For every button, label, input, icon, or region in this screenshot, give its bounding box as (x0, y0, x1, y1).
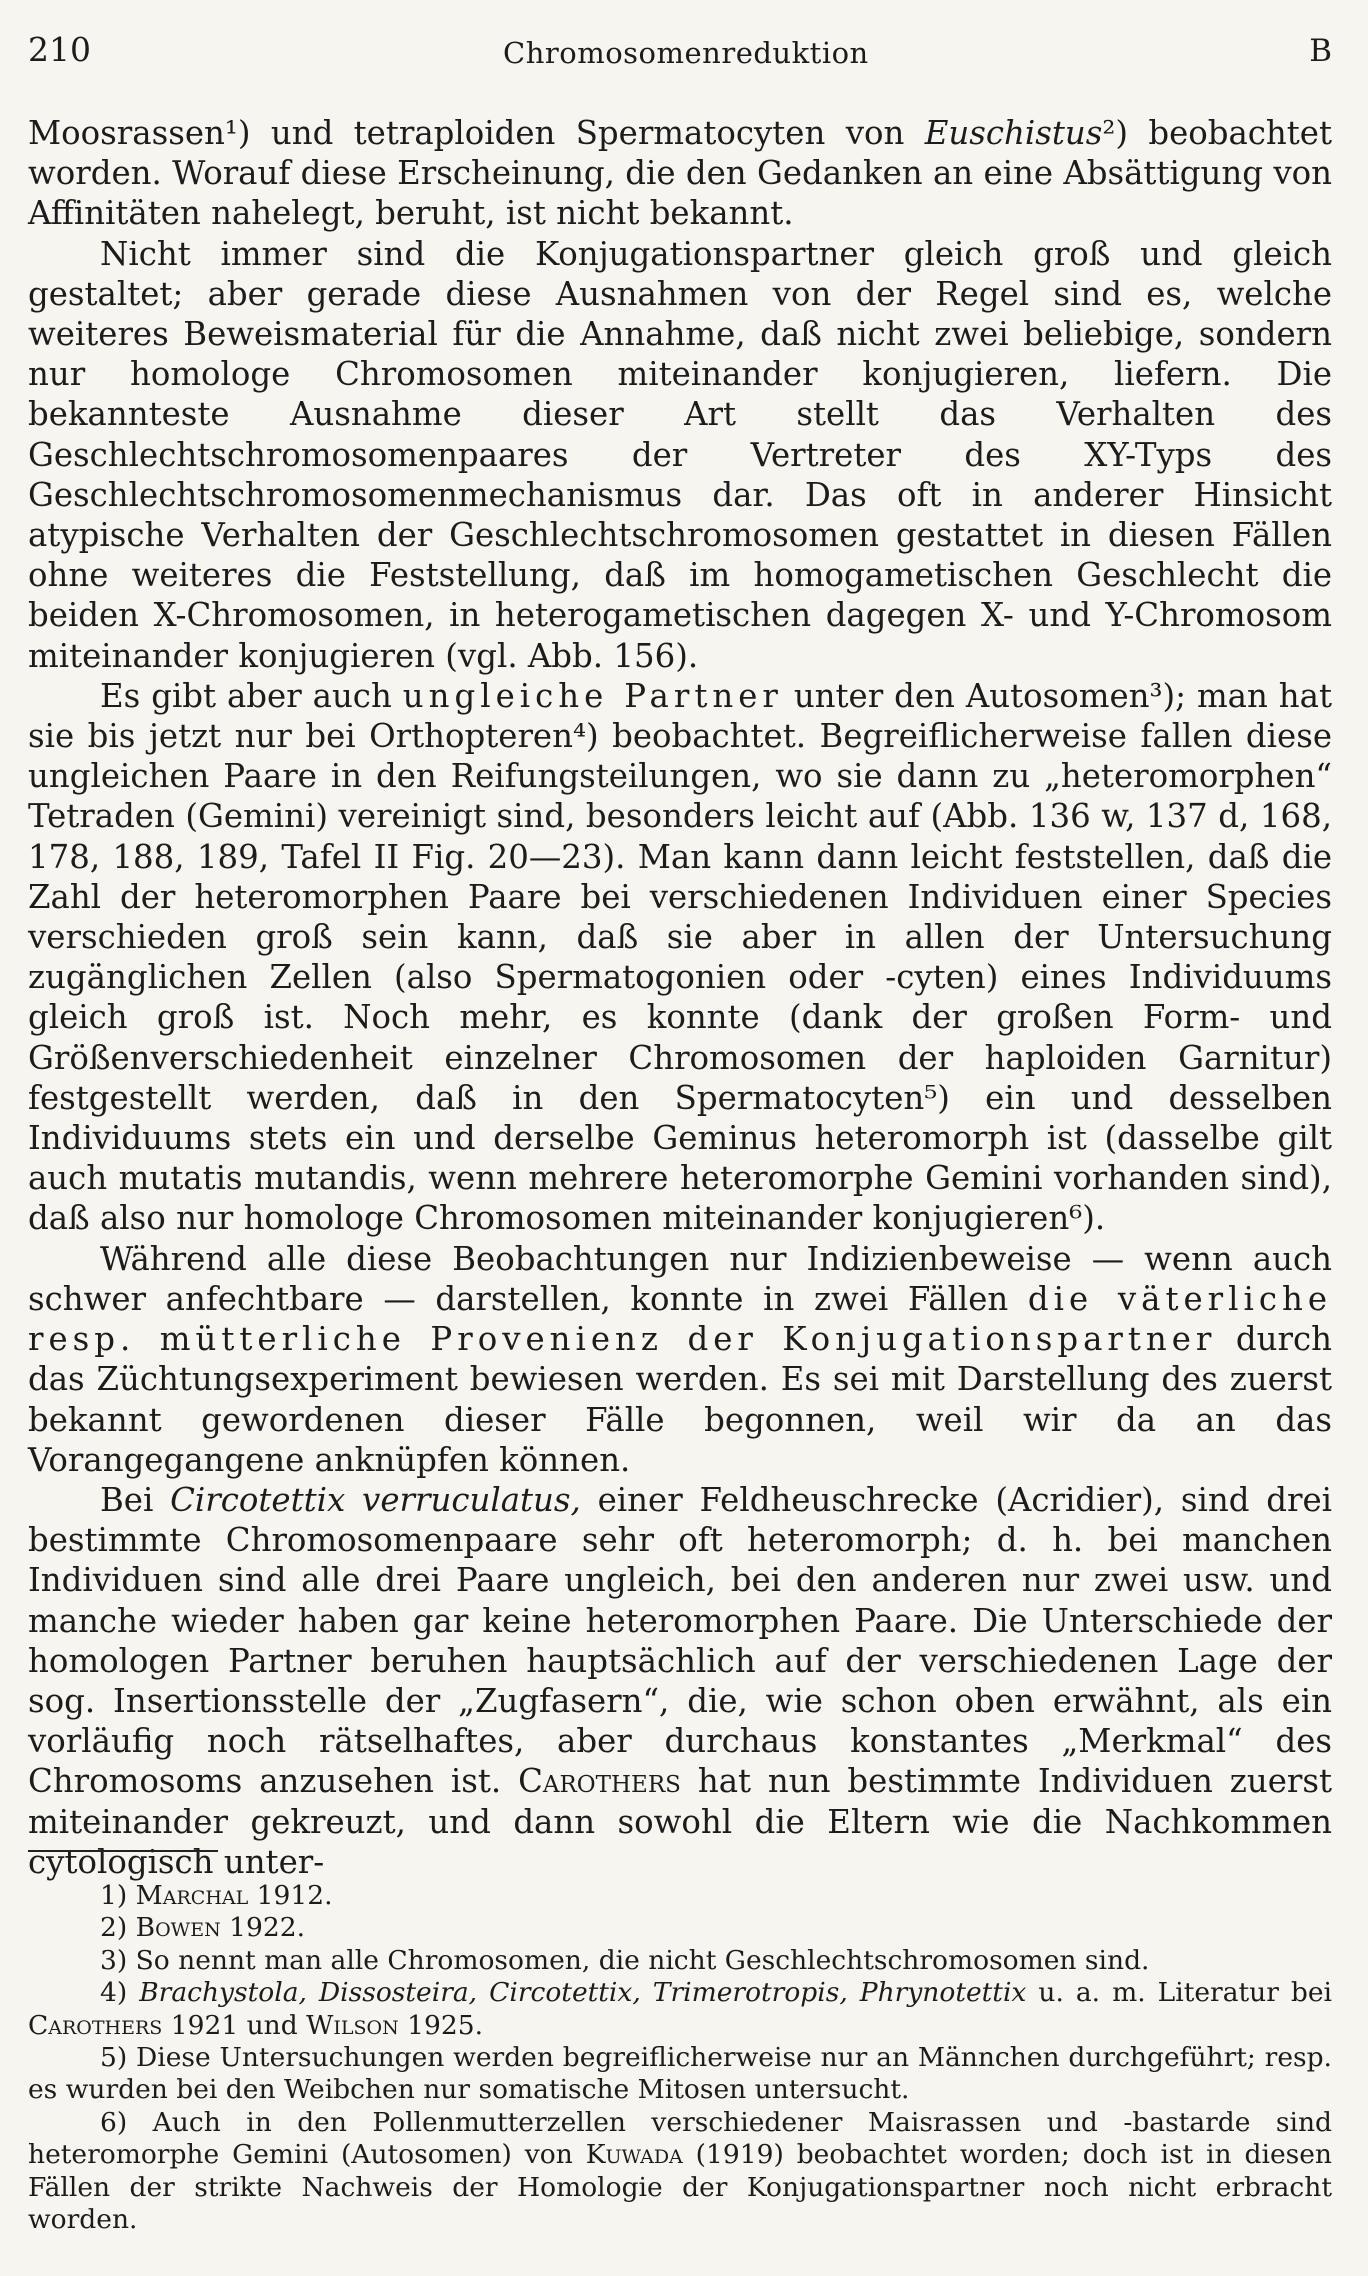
genus-name: Euschistus (924, 114, 1103, 152)
spaced-emphasis: ungleiche Partner (402, 676, 783, 715)
paragraph-5: Bei Circotettix verruculatus, einer Feldheuschrecke (Acridier), sind drei bestimmte Chromosomenpaare sehr oft heteromorph; d. h. bei manchen Individuen sind alle drei Paare ungleich, bei den anderen nur zwei usw. und manche wieder haben gar keine heteromorphen Paare. Die Unterschiede der homologen Partner beruhen hauptsächlich auf der verschiedenen Lage der sog. Insertionsstelle der „Zugfasern“, die, wie schon oben erwähnt, als ein vorläufig noch rätselhaftes, aber durchaus konstantes „Merkmal“ des Chromosoms anzusehen ist. Carothers hat nun bestimmte Individuen zuerst miteinander gekreuzt, und dann sowohl die Eltern wie die Nachkommen cytologisch unter- (28, 1480, 1332, 1881)
footnote-1: 1) Marchal 1912. (100, 1880, 333, 1911)
signature-mark: B (1309, 33, 1332, 69)
footnote-4: 4) Brachystola, Dissosteira, Circotettix, Trimerotropis, Phrynotettix u. a. m. Literatur bei Carothers 1921 und Wilson 1925. (28, 1977, 1333, 2041)
footnote-2: 2) Bowen 1922. (100, 1912, 305, 1944)
main-text (28, 113, 1332, 1882)
running-title: Chromosomenreduktion (503, 36, 869, 70)
page-number: 210 (28, 30, 91, 69)
paragraph-2: Nicht immer sind die Konjugationspartner gleich groß und gleich gestaltet; aber gerade diese Ausnahmen von der Regel sind es, welche weiteres Beweismaterial für die Annahme, daß nicht zwei beliebige, sondern nur homologe Chromosomen miteinander konjugieren, liefern. Die bekannteste Ausnahme dieser Art stellt das Verhalten des Geschlechtschromosomenpaares der Vertreter des XY-Typs des Geschlechtschromosomenmechanismus dar. Das oft in anderer Hinsicht atypische Verhalten der Geschlechtschromosomen gestattet in diesen Fällen ohne weiteres die Feststellung, daß im homogametischen Geschlecht die beiden X-Chromosomen, in heterogametischen dagegen X- und Y-Chromosom miteinander konjugieren (vgl. Abb. 156). (28, 234, 1332, 675)
paragraph-4: Während alle diese Beobachtungen nur Indizienbeweise — wenn auch schwer anfechtbare — darstellen, konnte in zwei Fällen die väterliche resp. mütterliche Provenienz der Konjugationspartner durch das Züchtungsexperiment bewiesen werden. Es sei mit Darstellung des zuerst bekannt gewordenen dieser Fälle begonnen, weil wir da an das Vorangegangene anknüpfen können. (28, 1239, 1333, 1479)
species-name: Circotettix verruculatus, (170, 1480, 581, 1519)
footnotes (28, 1880, 1332, 2236)
footnote-5: 5) Diese Untersuchungen werden begreiflicherweise nur an Männchen durchgeführt; resp. es wurden bei den Weibchen nur somatische Mitosen untersucht. (28, 2042, 1332, 2106)
paragraph-1: Moosrassen¹) und tetraploiden Spermatocyten von Euschistus²) beobachtet worden. Worauf diese Erscheinung, die den Gedanken an eine Absättigung von Affinitäten nahelegt, beruht, ist nicht bekannt. (28, 114, 1332, 233)
spaced-emphasis: die väterliche resp. mütterliche Provenienz der Konjugationspartner (28, 1279, 1333, 1359)
footnote-6: 6) Auch in den Pollenmutterzellen verschiedener Maisrassen und -bastarde sind heteromorphe Gemini (Autosomen) von Kuwada (1919) beobachtet worden; doch ist in diesen Fällen der strikte Nachweis der Homologie der Konjugationspartner noch nicht erbracht worden. (28, 2106, 1332, 2236)
footnote-rule (28, 1850, 218, 1852)
running-header (28, 30, 1332, 90)
paragraph-3: Es gibt aber auch ungleiche Partner unter den Autosomen³); man hat sie bis jetzt nur bei Orthopteren⁴) beobachtet. Begreiflicherweise fallen diese ungleichen Paare in den Reifungsteilungen, wo sie dann zu „heteromorphen“ Tetraden (Gemini) vereinigt sind, besonders leicht auf (Abb. 136 w, 137 d, 168, 178, 188, 189, Tafel II Fig. 20—23). Man kann dann leicht feststellen, daß die Zahl der heteromorphen Paare bei verschiedenen Individuen einer Species verschieden groß sein kann, daß sie aber in allen der Untersuchung zugänglichen Zellen (also Spermatogonien oder -cyten) eines Individuums gleich groß ist. Noch mehr, es konnte (dank der großen Form- und Größenverschiedenheit einzelner Chromosomen der haploiden Garnitur) festgestellt werden, daß in den Spermatocyten⁵) ein und desselben Individuums stets ein und derselbe Geminus heteromorph ist (dasselbe gilt auch mutatis mutandis, wenn mehrere heteromorphe Gemini vorhanden sind), daß also nur homologe Chromosomen miteinander konjugieren⁶). (28, 676, 1332, 1238)
author-name: Carothers (518, 1762, 681, 1801)
footnote-3: 3) So nennt man alle Chromosomen, die nicht Geschlechtschromosomen sind. (100, 1944, 1150, 1976)
